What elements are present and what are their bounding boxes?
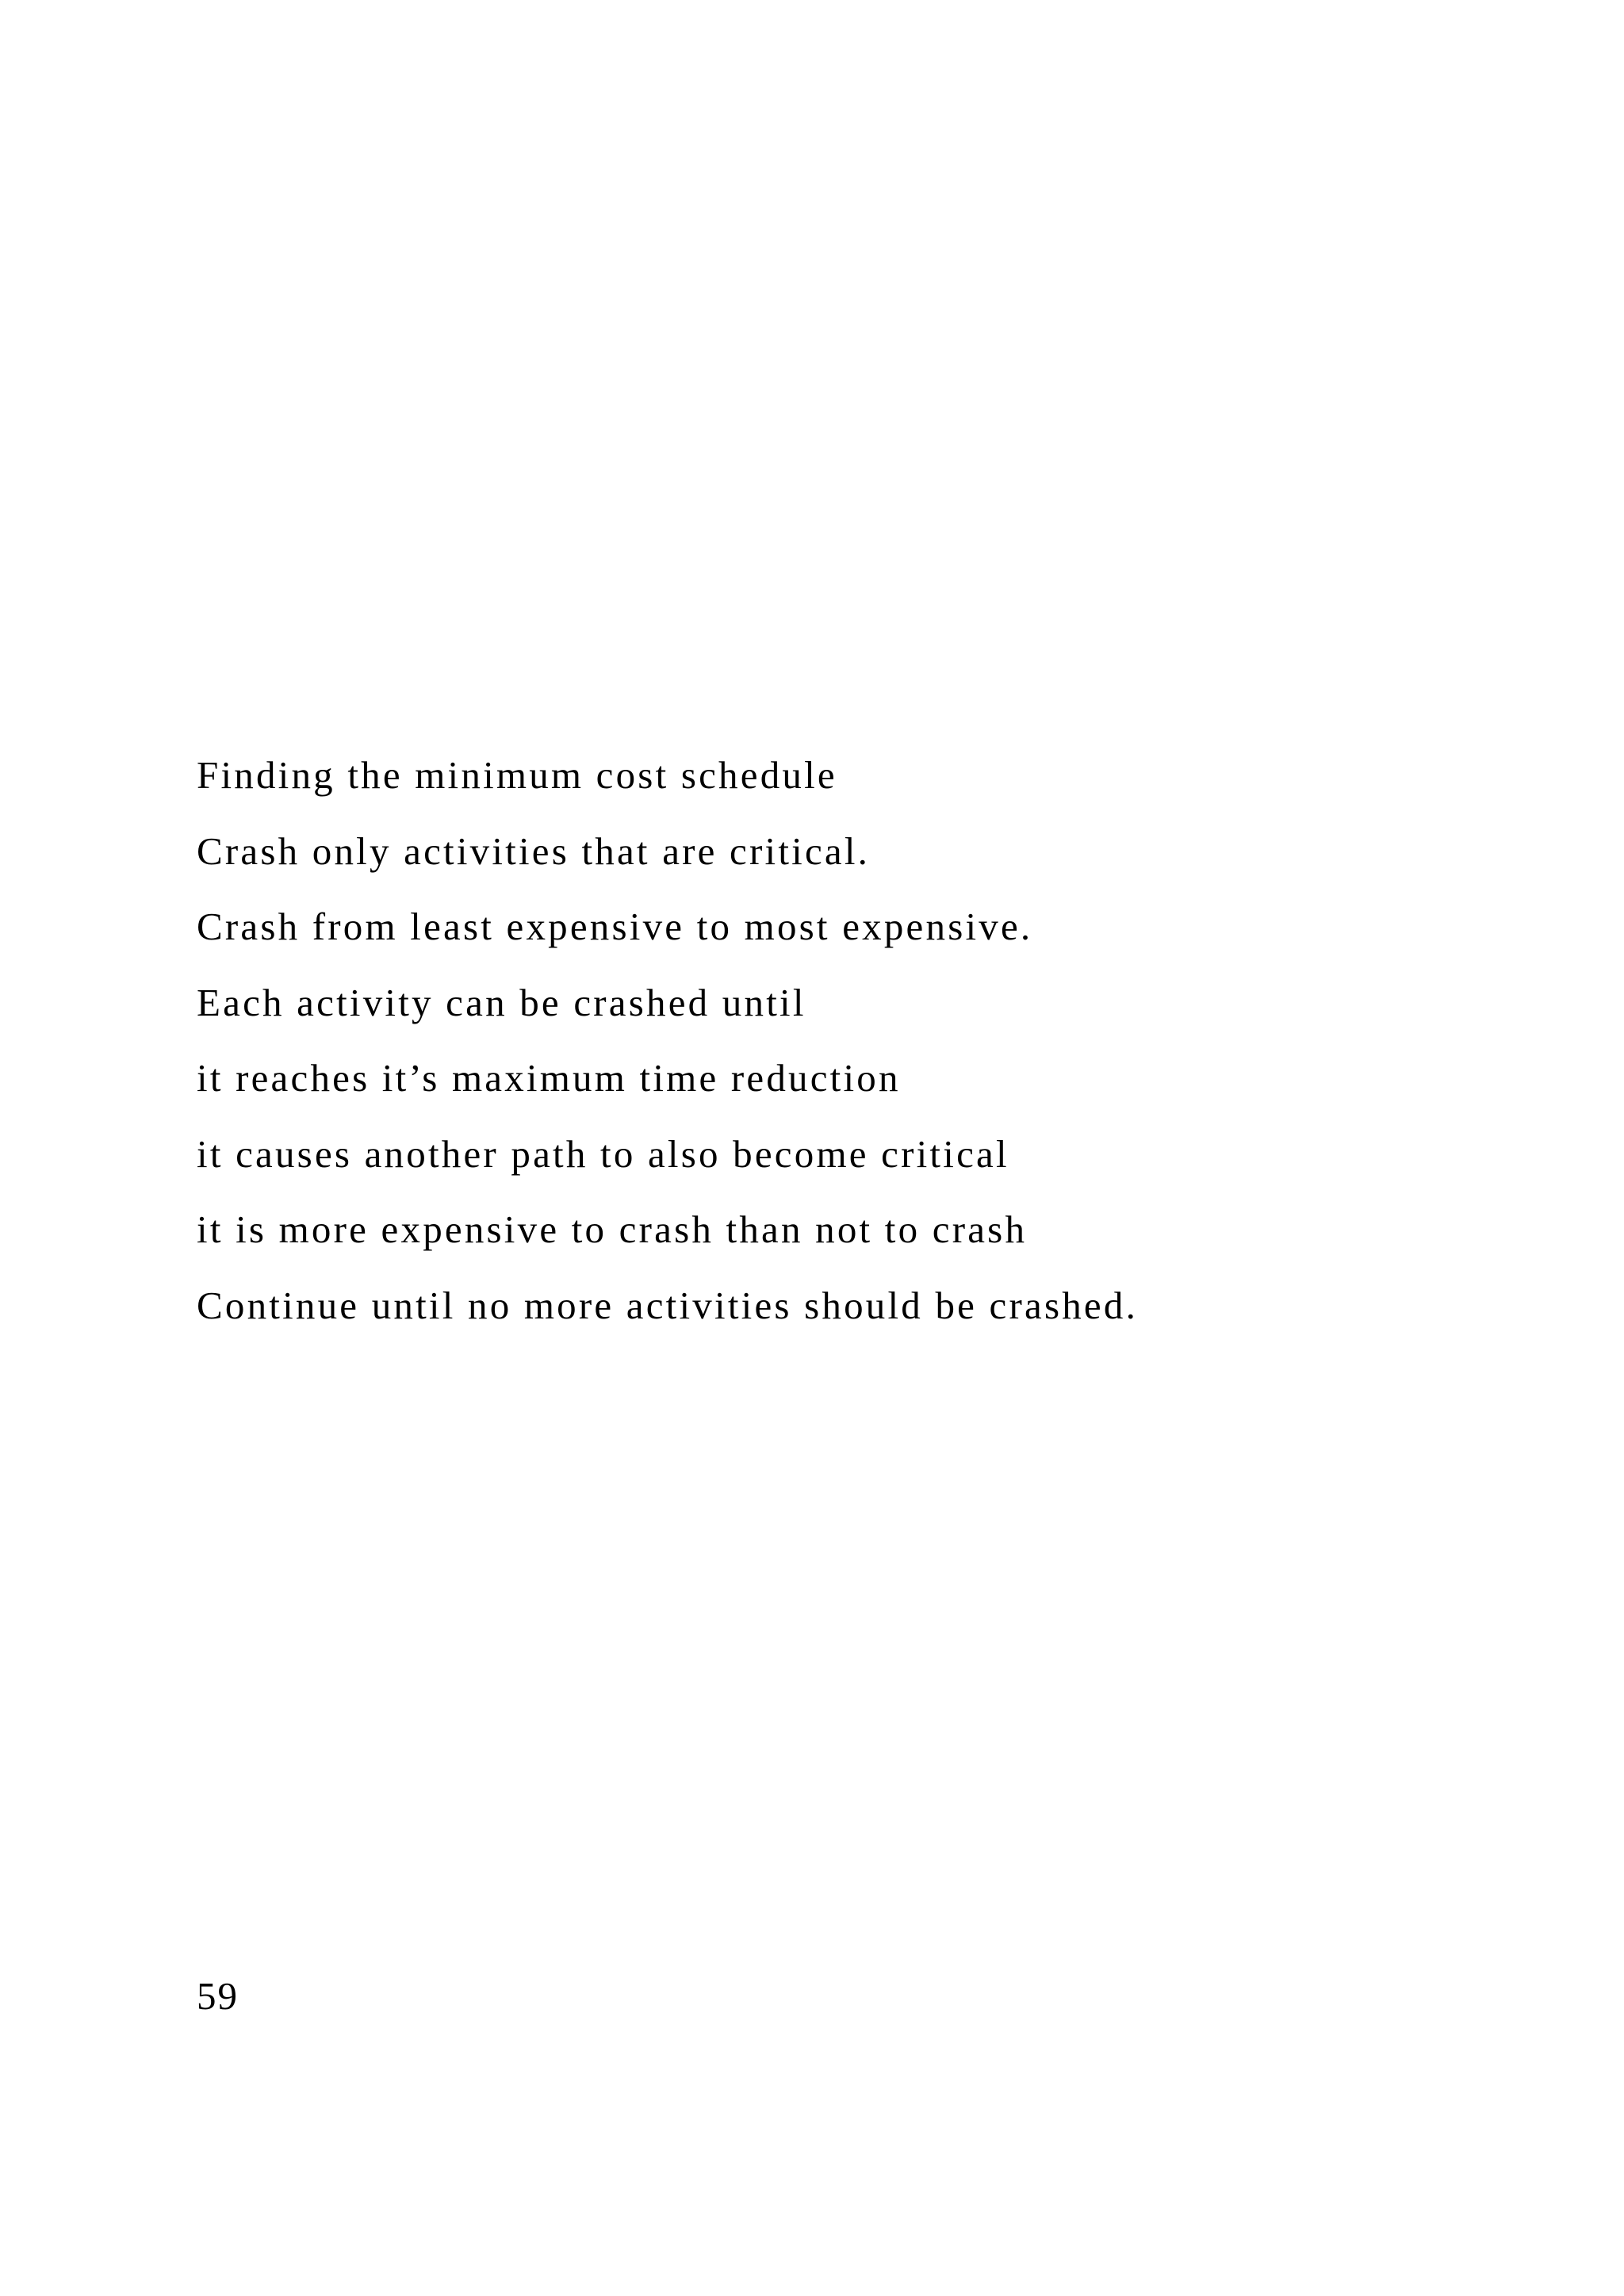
text-line: Crash only activities that are critical. [197,828,871,873]
page-number: 59 [197,1974,239,2018]
text-line: it reaches it’s maximum time reduction [197,1056,901,1100]
text-line: it is more expensive to crash than not to crash [197,1207,1028,1251]
body-text [197,737,1545,1343]
text-line: Each activity can be crashed until [197,980,806,1024]
heading-line: Finding the minimum cost schedule [197,753,837,797]
text-line: Crash from least expensive to most expensive. [197,905,1033,948]
text-line: Continue until no more activities should be crashed. [197,1283,1139,1327]
text-line: it causes another path to also become critical [197,1131,1009,1176]
